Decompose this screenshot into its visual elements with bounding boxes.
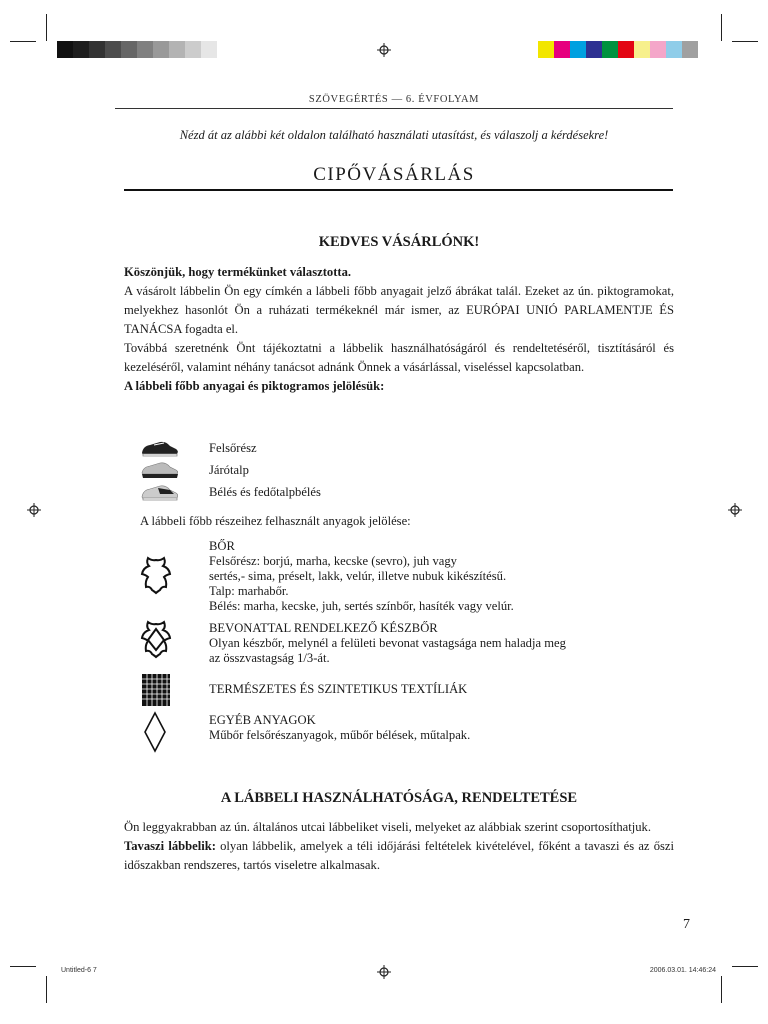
color-swatch: [538, 41, 554, 58]
material-title: TERMÉSZETES ÉS SZINTETIKUS TEXTÍLIÁK: [209, 682, 468, 696]
info-paragraph: Továbbá szeretnénk Önt tájékoztatni a lábbelik használhatóságáról és rendeltetéséről, tisztításáról és kezeléséről, valamint néhány tanácsot adnánk Önnek a vásárlással, viseléssel kapcsolatban.: [124, 341, 674, 374]
color-swatch: [121, 41, 137, 58]
part-row-sole: [140, 459, 249, 481]
material-coated-leather: [209, 621, 566, 666]
spring-text: olyan lábbelik, amelyek a téli időjárási feltételek kivételével, főként a tavaszi és az őszi időszakban rendszeres, tartós viseletre alkalmasak.: [124, 839, 674, 872]
grayscale-color-bar: [57, 41, 217, 58]
material-line: Műbőr felsőrészanyagok, műbőr bélések, műtalpak.: [209, 728, 471, 742]
coated-leather-icon: [139, 619, 173, 659]
header-rule: [115, 108, 673, 109]
material-line: Olyan készbőr, melynél a felületi bevonat vastagsága nem haladja meg: [209, 636, 566, 650]
material-title: EGYÉB ANYAGOK: [209, 713, 316, 727]
spring-label: Tavaszi lábbelik:: [124, 839, 216, 853]
shoe-upper-icon: [140, 438, 180, 458]
crop-mark: [46, 976, 47, 1003]
crop-mark: [10, 41, 36, 42]
textile-icon: [140, 672, 172, 708]
color-swatch: [169, 41, 185, 58]
slug-right: 2006.03.01. 14:46:24: [649, 967, 716, 974]
crop-mark: [721, 976, 722, 1003]
page-number: 7: [683, 917, 690, 932]
shoe-lining-icon: [140, 482, 180, 502]
leather-hide-icon: [139, 555, 173, 595]
color-swatch: [634, 41, 650, 58]
crop-mark: [721, 14, 722, 41]
material-line: Felsőrész: borjú, marha, kecske (sevro), juh vagy: [209, 554, 457, 568]
material-title: BEVONATTAL RENDELKEZŐ KÉSZBŐR: [209, 621, 438, 635]
part-label: Járótalp: [209, 462, 249, 477]
instruction-text: Nézd át az alábbi két oldalon található használati utasítást, és válaszolj a kérdésekre!: [179, 128, 609, 142]
material-line: Talp: marhabőr.: [209, 584, 289, 598]
material-textile: [209, 682, 467, 697]
crop-mark: [732, 41, 758, 42]
part-label: Felsőrész: [209, 440, 257, 455]
color-swatch: [137, 41, 153, 58]
section-heading: KEDVES VÁSÁRLÓNK!: [318, 234, 480, 250]
color-swatch: [554, 41, 570, 58]
page-title: CIPŐVÁSÁRLÁS: [313, 164, 475, 185]
material-leather: [209, 539, 514, 614]
registration-mark-icon: [728, 503, 742, 517]
section-heading: A LÁBBELI HASZNÁLHATÓSÁGA, RENDELTETÉSE: [220, 790, 578, 806]
registration-mark-icon: [27, 503, 41, 517]
material-other: [209, 713, 470, 743]
color-swatch: [201, 41, 217, 58]
color-swatch: [105, 41, 121, 58]
color-swatch: [73, 41, 89, 58]
crop-mark: [46, 14, 47, 41]
material-line: Bélés: marha, kecske, juh, sertés színbőr, hasíték vagy velúr.: [209, 599, 514, 613]
title-rule: [124, 189, 673, 191]
part-label: Bélés és fedőtalpbélés: [209, 484, 321, 499]
color-swatch: [570, 41, 586, 58]
spring-paragraph: [124, 837, 674, 875]
other-material-icon: [143, 711, 167, 753]
color-swatch: [89, 41, 105, 58]
usage-block: [124, 818, 674, 875]
crop-mark: [10, 966, 36, 967]
registration-mark-icon: [377, 43, 391, 57]
registration-mark-icon: [377, 965, 391, 979]
intro-paragraph: A vásárolt lábbelin Ön egy címkén a lábbeli főbb anyagait jelző ábrákat talál. Ezeket az ún. piktogramokat, melyekhez hasonlót Ön a ruházati termékeknél már ismer, az EURÓPAI UNIÓ PARLAMENTJE ÉS TANÁCSA fogadta el.: [124, 284, 674, 336]
color-swatch: [666, 41, 682, 58]
color-swatch: [650, 41, 666, 58]
materials-subheading: A lábbeli főbb anyagai és piktogramos jelölésük:: [124, 379, 385, 393]
part-row-upper: [140, 437, 257, 459]
slug-left: Untitled-6 7: [61, 967, 97, 974]
running-header: SZÖVEGÉRTÉS — 6. ÉVFOLYAM: [308, 94, 480, 105]
process-color-bar: [538, 41, 698, 58]
material-title: BŐR: [209, 539, 235, 553]
shoe-sole-icon: [140, 460, 180, 480]
color-swatch: [586, 41, 602, 58]
part-row-lining: [140, 481, 321, 503]
color-swatch: [185, 41, 201, 58]
material-line: sertés,- sima, préselt, lakk, velúr, illetve nubuk kikészítésű.: [209, 569, 507, 583]
usage-paragraph: Ön leggyakrabban az ún. általános utcai lábbeliket viseli, melyeket az alábbiak szerint csoportosíthatjuk.: [124, 820, 652, 834]
intro-block: [124, 263, 674, 396]
materials-intro: A lábbeli főbb részeihez felhasznált anyagok jelölése:: [140, 514, 411, 528]
color-swatch: [153, 41, 169, 58]
greeting-text: Köszönjük, hogy termékünket választotta.: [124, 265, 352, 279]
color-swatch: [682, 41, 698, 58]
color-swatch: [602, 41, 618, 58]
color-swatch: [57, 41, 73, 58]
crop-mark: [732, 966, 758, 967]
color-swatch: [618, 41, 634, 58]
material-line: az összvastagság 1/3-át.: [209, 651, 330, 665]
